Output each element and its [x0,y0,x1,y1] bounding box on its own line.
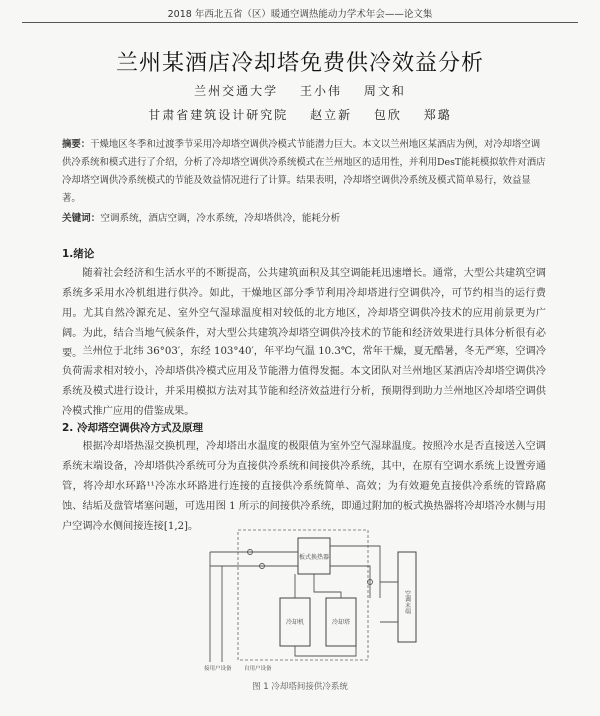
paragraph-principle-1: 根据冷却塔热湿交换机理，冷却塔出水温度的极限值为室外空气湿球温度。按照冷水是否直接送入空调系统末端设备，冷却塔供冷系统可分为直接供冷系统和间接供冷系统，其中，在原有空调水系统上设置旁通管，将冷却水环路¹¹冷冻水环路进行连接的直接供冷系统简单、高效；为有效避免直接供冷系统的管路腐蚀、结垢及盘管堵塞问题，可选用图 1 所示的间接供冷系统，即通过附加的板式换热器将冷却塔冷水侧与用户空调冷水侧间接连接[1,2]。 [62,441,546,532]
section-heading-2: 2. 冷却塔空调供冷方式及原理 [62,422,203,434]
from-return-label: 自用户设备 [244,666,272,672]
system-diagram [180,522,460,672]
running-head: 2018 年西北五省（区）暖通空调热能动力学术年会——论文集 [167,9,433,20]
section-heading-1: 1.绪论 [62,248,95,260]
keywords [62,210,546,224]
author-name: 周文和 [363,84,406,98]
figure-1 [180,522,460,672]
header-rule [22,22,578,23]
paper-title: 兰州某酒店冷却塔免费供冷效益分析 [115,51,484,76]
to-supply-label: 接用户设备 [204,666,232,672]
abstract-label: 摘要： [62,139,91,150]
author-name: 包欣 [373,108,402,122]
dashed-boundary [238,530,368,660]
paragraph-intro-2: 兰州位于北纬 36°03′，东经 103°40′，年平均气温 10.3℃，常年干燥，夏无酷暑，冬无严寒，空调冷负荷需求相对较小，冷却塔供冷模式应用及节能潜力值得发掘。本文团队对兰州地区某酒店冷却塔空调供冷系统及模式进行设计，并采用模拟方法对其节能和经济效益进行分析，预期得到助力兰州地区冷却塔空调供冷模式推广应用的借鉴成果。 [62,346,546,417]
affiliation-1: 兰州交通大学 [194,84,279,98]
abstract-text: 干燥地区冬季和过渡季节采用冷却塔空调供冷模式节能潜力巨大。本文以兰州地区某酒店为例，对冷却塔空调供冷系统和模式进行了介绍，分析了冷却塔空调供冷系统模式在兰州地区的适用性，并利用DesT能耗模拟软件对酒店冷却塔空调供冷系统模式的节能及效益情况进行了计算。结果表明，冷却塔空调供冷系统及模式简单易行，效益显著。 [62,139,546,204]
chiller-label: 冷却机 [285,619,305,626]
affiliation-2: 甘肃省建筑设计研究院 [148,108,289,122]
author-name: 王小伟 [299,84,342,98]
author-line-1 [0,82,600,99]
figure-caption: 图 1 冷却塔间接供冷系统 [252,682,348,692]
author-name: 郑璐 [423,108,452,122]
plate-hx-label: 板式换热器 [298,554,330,561]
paragraph-intro-1: 随着社会经济和生活水平的不断提高，公共建筑面积及其空调能耗迅速增长。通常，大型公共建筑空调系统多采用水冷机组进行供冷。如此，干燥地区部分季节利用冷却塔进行空调供冷，可节约相当的运行费用。尤其自然冷源充足、室外空气湿球温度相对较低的北方地区，冷却塔空调供冷技术的应用前景更为广阔。为此，结合当地气候条件，对大型公共建筑冷却塔空调供冷技术的节能和经济效果进行具体分析很有必要。 [62,268,546,359]
keywords-label: 关键词： [62,213,101,224]
indoor-unit-label: 空调末端 [403,590,411,614]
abstract [62,136,546,208]
author-name: 赵立新 [310,108,353,122]
keywords-text: 空调系统，酒店空调，冷水系统，冷却塔供冷，能耗分析 [100,213,341,224]
author-line-2 [0,106,600,123]
cooling-tower-label: 冷却塔 [331,619,351,626]
